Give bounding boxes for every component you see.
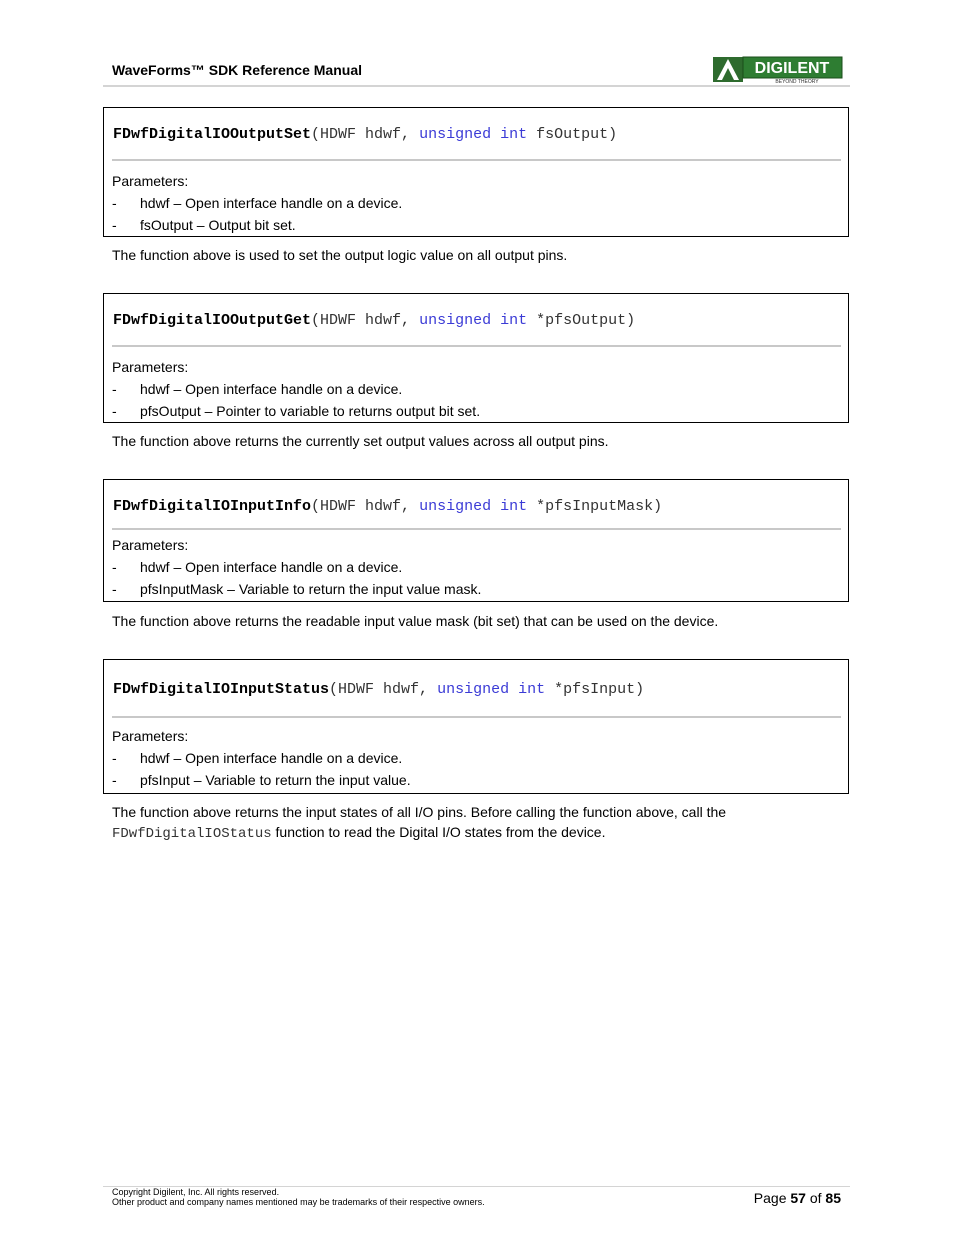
digilent-logo [713, 54, 843, 84]
manual-title: WaveForms™ SDK Reference Manual [112, 62, 362, 78]
parameters-label: Parameters: [112, 728, 189, 744]
list-item: - pfsInput – Variable to return the input value. [112, 772, 411, 788]
function-name: FDwfDigitalIOOutputGet [113, 312, 312, 329]
inline-code: FDwfDigitalIOStatus [112, 826, 272, 842]
list-item: - fsOutput – Output bit set. [112, 217, 296, 233]
logo-tagline: BEYOND THEORY [775, 79, 819, 84]
function-description: The function above returns the input states of all I/O pins. Before calling the function above, call the FDwfDigitalIOStatus function to read the Digital I/O states from the device. [112, 804, 727, 842]
signature-divider [112, 345, 841, 347]
signature-divider [112, 528, 841, 530]
page-header [103, 54, 850, 88]
function-box [103, 293, 849, 423]
parameter-list [112, 534, 482, 600]
function-box [103, 479, 849, 602]
parameters-label: Parameters: [112, 537, 189, 553]
function-signature: FDwfDigitalIOOutputSet(HDWF hdwf, unsigned int fsOutput) [113, 126, 618, 143]
function-signature: FDwfDigitalIOInputInfo(HDWF hdwf, unsigned int *pfsInputMask) [113, 498, 663, 515]
function-name: FDwfDigitalIOOutputSet [113, 126, 312, 143]
parameter-list [112, 170, 403, 236]
list-item: - hdwf – Open interface handle on a device. [112, 559, 403, 575]
copyright-text: Copyright Digilent, Inc. All rights reserved. [112, 1187, 280, 1197]
function-name: FDwfDigitalIOInputStatus [113, 681, 330, 698]
page-number: Page 57 of 85 [753, 1190, 841, 1206]
function-name: FDwfDigitalIOInputInfo [113, 498, 312, 515]
parameters-label: Parameters: [112, 173, 189, 189]
function-signature: FDwfDigitalIOOutputGet(HDWF hdwf, unsigned int *pfsOutput) [113, 312, 636, 329]
list-item: - pfsOutput – Pointer to variable to returns output bit set. [112, 403, 481, 419]
parameters-label: Parameters: [112, 359, 189, 375]
function-box [103, 107, 849, 237]
header-divider [103, 85, 850, 87]
list-item: - pfsInputMask – Variable to return the input value mask. [112, 581, 482, 597]
function-box [103, 659, 849, 794]
list-item: - hdwf – Open interface handle on a device. [112, 195, 403, 211]
signature-divider [112, 716, 841, 718]
function-description: The function above returns the currently set output values across all output pins. [112, 433, 609, 449]
parameter-list [112, 356, 481, 422]
function-signature: FDwfDigitalIOInputStatus(HDWF hdwf, unsigned int *pfsInput) [113, 681, 645, 698]
function-description: The function above returns the readable input value mask (bit set) that can be used on the device. [112, 613, 719, 629]
logo-wordmark: DIGILENT [754, 60, 830, 77]
parameter-list [112, 725, 411, 791]
list-item: - hdwf – Open interface handle on a device. [112, 381, 403, 397]
signature-divider [112, 159, 841, 161]
list-item: - hdwf – Open interface handle on a device. [112, 750, 403, 766]
trademark-text: Other product and company names mentioned may be trademarks of their respective owners. [112, 1197, 485, 1207]
footer-legal [112, 1187, 485, 1207]
function-description: The function above is used to set the output logic value on all output pins. [112, 247, 568, 263]
